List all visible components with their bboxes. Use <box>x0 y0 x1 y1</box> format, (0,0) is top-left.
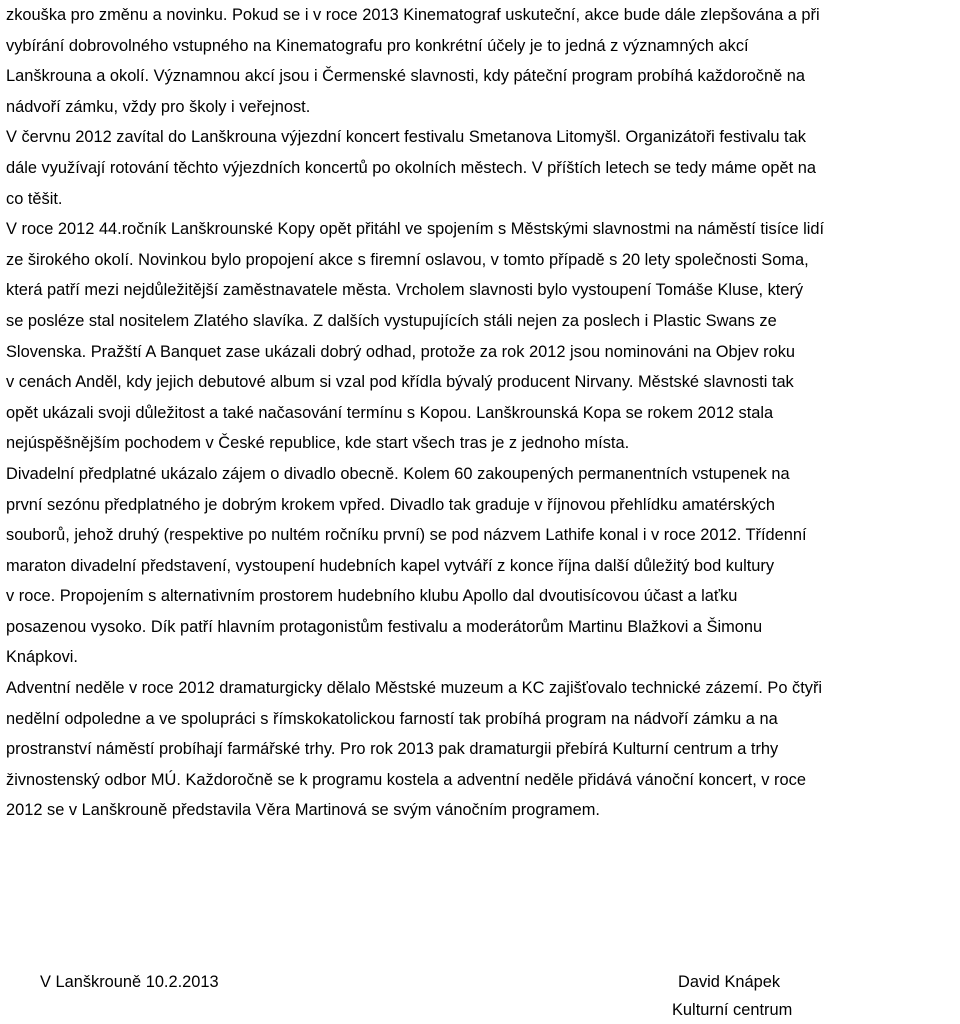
text-line: opět ukázali svoji důležitost a také načasování termínu s Kopou. Lanškrounská Kopa se rokem 2012 stala <box>6 403 774 422</box>
text-line: v roce. Propojením s alternativním prostorem hudebního klubu Apollo dal dvoutisícovou účast a laťku <box>6 587 738 606</box>
text-line: 2012 se v Lanškrouně představila Věra Martinová se svým vánočním programem. <box>6 801 600 820</box>
text-line: Knápkovi. <box>6 648 78 667</box>
text-line: posazenou vysoko. Dík patří hlavním protagonistům festivalu a moderátorům Martinu Blažkovi a Šimonu <box>6 617 763 636</box>
text-line: maraton divadelní představení, vystoupení hudebních kapel vytváří z konce října další důležitý bod kultury <box>6 556 775 575</box>
text-line: Divadelní předplatné ukázalo zájem o divadlo obecně. Kolem 60 zakoupených permanentních vstupenek na <box>6 464 790 483</box>
text-line: Slovenska. Pražští A Banquet zase ukázali dobrý odhad, protože za rok 2012 jsou nominováni na Objev roku <box>6 342 796 361</box>
text-line: vybírání dobrovolného vstupného na Kinematografu pro konkrétní účely je to jedná z významných akcí <box>6 36 749 55</box>
text-line: dále využívají rotování těchto výjezdních koncertů po okolních městech. V příštích letech se tedy máme opět na <box>6 158 816 177</box>
signature-block <box>672 968 822 1024</box>
text-line: která patří mezi nejdůležitější zaměstnavatele města. Vrcholem slavnosti bylo vystoupení Tomáše Kluse, který <box>6 281 804 300</box>
text-line: V roce 2012 44.ročník Lanškrounské Kopy opět přitáhl ve spojením s Městskými slavnostmi na náměstí tisíce lidí <box>6 220 825 239</box>
author-name: David Knápek <box>678 973 781 991</box>
text-line: nejúspěšnějším pochodem v České republice, kde start všech tras je z jednoho místa. <box>6 434 630 453</box>
text-line: nedělní odpoledne a ve spolupráci s římskokatolickou farností tak probíhá program na nádvoří zámku a na <box>6 709 778 728</box>
text-line: souborů, jehož druhý (respektive po nultém ročníku první) se pod názvem Lathife konal i v roce 2012. Třídenní <box>6 526 807 545</box>
text-line: V červnu 2012 zavítal do Lanškrouna výjezdní koncert festivalu Smetanova Litomyšl. Organizátoři festivalu tak <box>6 128 806 147</box>
author-organization: Kulturní centrum <box>672 1001 793 1019</box>
text-line: první sezónu předplatného je dobrým krokem vpřed. Divadlo tak graduje v říjnovou přehlídku amatérských <box>6 495 775 514</box>
text-line: Adventní neděle v roce 2012 dramaturgicky dělalo Městské muzeum a KC zajišťovalo technické zázemí. Po čtyři <box>6 679 823 698</box>
text-line: zkouška pro změnu a novinku. Pokud se i v roce 2013 Kinematograf uskuteční, akce bude dále zlepšována a při <box>6 6 820 24</box>
text-line: nádvoří zámku, vždy pro školy i veřejnost. <box>6 97 311 116</box>
text-line: se posléze stal nositelem Zlatého slavíka. Z dalších vystupujících stáli nejen za poslech i Plastic Swans ze <box>6 311 777 330</box>
text-line: živnostenský odbor MÚ. Každoročně se k programu kostela a adventní neděle přidává vánoční koncert, v roce <box>6 770 806 789</box>
document-body <box>6 0 958 826</box>
text-line: prostranství náměstí probíhají farmářské trhy. Pro rok 2013 pak dramaturgii přebírá Kulturní centrum a trhy <box>6 740 779 759</box>
place-date: V Lanškrouně 10.2.2013 <box>40 973 219 991</box>
text-line: v cenách Anděl, kdy jejich debutové album si vzal pod křídla bývalý producent Nirvany. Městské slavnosti tak <box>6 373 794 392</box>
text-line: Lanškrouna a okolí. Významnou akcí jsou i Čermenské slavnosti, kdy páteční program probíhá každoročně na <box>6 67 806 86</box>
text-line: ze širokého okolí. Novinkou bylo propojení akce s firemní oslavou, v tomto případě s 20 lety společnosti Soma, <box>6 250 809 269</box>
text-line: co těšit. <box>6 189 63 208</box>
